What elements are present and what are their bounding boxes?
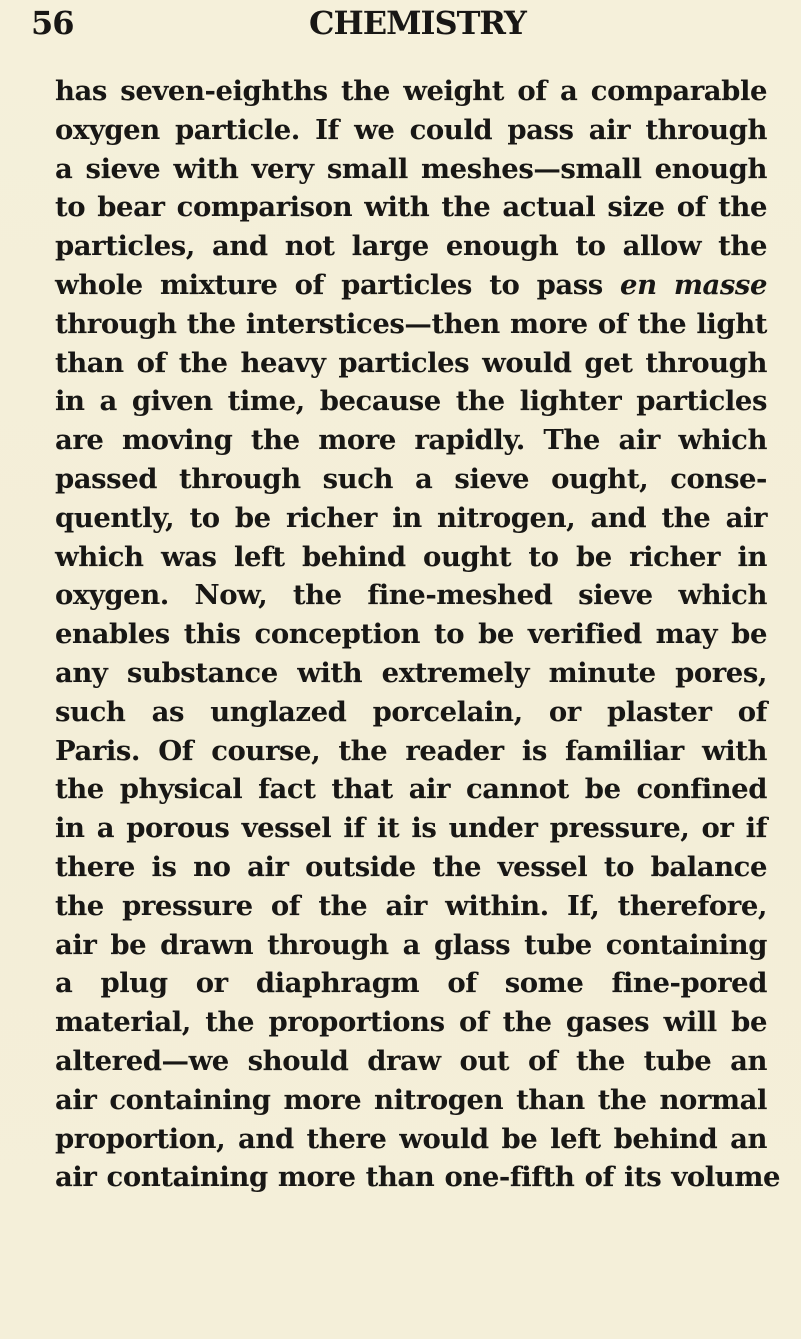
text-line-20: in a porous vessel if it is under pressure, or if	[55, 812, 767, 845]
text-line-02: oxygen particle. If we could pass air through	[55, 113, 767, 146]
body-paragraph	[55, 72, 781, 1197]
text-line-18: Paris. Of course, the reader is familiar with	[55, 734, 767, 767]
text-line-09: in a given time, because the lighter particles	[55, 385, 767, 418]
text-line-06	[55, 266, 767, 305]
text-line-07: through the interstices—then more of the light	[55, 307, 767, 340]
text-line-17: such as unglazed porcelain, or plaster of	[55, 695, 767, 728]
text-line-03: a sieve with very small meshes—small enough	[55, 152, 767, 185]
text-line-15: enables this conception to be verified may be	[55, 618, 767, 651]
running-head: CHEMISTRY	[309, 4, 526, 42]
text-line-11: passed through such a sieve ought, conse-	[55, 462, 767, 495]
italic-phrase-en-masse: en masse	[620, 268, 768, 301]
text-line-27: air containing more nitrogen than the normal	[55, 1083, 767, 1116]
text-line-21: there is no air outside the vessel to balance	[55, 850, 767, 883]
text-line-19: the physical fact that air cannot be confined	[55, 773, 767, 806]
text-line-12: quently, to be richer in nitrogen, and the air	[55, 501, 767, 534]
text-line-16: any substance with extremely minute pores,	[55, 656, 767, 689]
text-line-22: the pressure of the air within. If, therefore,	[55, 889, 767, 922]
text-line-26: altered—we should draw out of the tube an	[55, 1044, 767, 1077]
text-line-05: particles, and not large enough to allow the	[55, 230, 767, 263]
text-line-01: has seven-eighths the weight of a comparable	[55, 75, 767, 107]
text-line-04: to bear comparison with the actual size of the	[55, 191, 767, 224]
text-line-08: than of the heavy particles would get through	[55, 346, 767, 379]
text-line-24: a plug or diaphragm of some fine-pored	[55, 967, 767, 1000]
text-line-23: air be drawn through a glass tube containing	[55, 928, 767, 961]
text-line-29: air containing more than one-fifth of its volume	[55, 1161, 781, 1194]
text-line-10: are moving the more rapidly. The air which	[55, 424, 767, 457]
text-line-28: proportion, and there would be left behind an	[55, 1122, 767, 1155]
text-line-25: material, the proportions of the gases will be	[55, 1006, 767, 1039]
page-number: 56	[31, 4, 74, 42]
text-line-06-roman: whole mixture of particles to pass	[55, 268, 603, 301]
text-line-14: oxygen. Now, the fine-meshed sieve which	[55, 579, 767, 612]
page-header	[0, 0, 801, 46]
text-line-13: which was left behind ought to be richer in	[55, 540, 767, 573]
